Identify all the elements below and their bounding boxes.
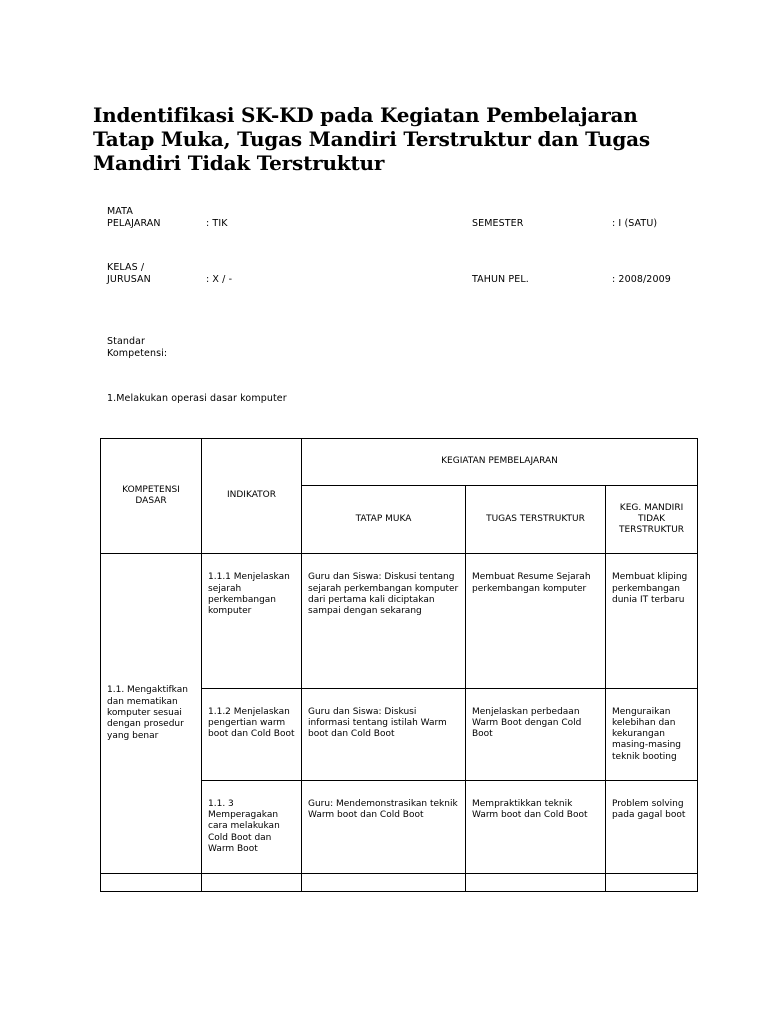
tatap-muka-cell: Guru dan Siswa: Diskusi informasi tentang istilah Warm boot dan Cold Boot	[302, 688, 466, 780]
mata-pelajaran-value: : TIK	[206, 218, 228, 229]
tahun-pelajaran-label: TAHUN PEL.	[472, 274, 529, 285]
header-kompetensi-dasar: KOMPETENSI DASAR	[101, 439, 202, 554]
kompetensi-dasar-cell: 1.1. Mengaktifkan dan mematikan komputer sesuai dengan prosedur yang benar	[101, 554, 202, 874]
kelas-jurusan-label: KELAS / JURUSAN	[107, 262, 151, 285]
tatap-muka-cell: Guru dan Siswa: Diskusi tentang sejarah perkembangan komputer dari pertama kali diciptakan sampai dengan sekarang	[302, 554, 466, 688]
empty-cell	[101, 873, 202, 891]
mandiri-cell: Menguraikan kelebihan dan kekurangan masing-masing teknik booting	[606, 688, 698, 780]
header-keg-mandiri-tidak-terstruktur: KEG. MANDIRI TIDAK TERSTRUKTUR	[606, 486, 698, 554]
mandiri-cell: Problem solving pada gagal boot	[606, 780, 698, 873]
kelas-jurusan-value: : X / -	[206, 274, 233, 285]
indikator-cell: 1.1.1 Menjelaskan sejarah perkembangan komputer	[202, 554, 302, 688]
tugas-terstruktur-cell: Membuat Resume Sejarah perkembangan komputer	[466, 554, 606, 688]
tahun-pelajaran-value: : 2008/2009	[612, 274, 671, 285]
indikator-cell: 1.1. 3 Memperagakan cara melakukan Cold Boot dan Warm Boot	[202, 780, 302, 873]
table-header-row	[101, 439, 698, 486]
empty-cell	[466, 873, 606, 891]
document-title: Indentifikasi SK-KD pada Kegiatan Pembelajaran Tatap Muka, Tugas Mandiri Terstruktur dan Tugas Mandiri Tidak Terstruktur	[93, 103, 650, 175]
tatap-muka-cell: Guru: Mendemonstrasikan teknik Warm boot dan Cold Boot	[302, 780, 466, 873]
empty-cell	[202, 873, 302, 891]
header-indikator: INDIKATOR	[202, 439, 302, 554]
empty-cell	[302, 873, 466, 891]
tugas-terstruktur-cell: Mempraktikkan teknik Warm boot dan Cold Boot	[466, 780, 606, 873]
semester-value: : I (SATU)	[612, 218, 658, 229]
header-kegiatan-pembelajaran: KEGIATAN PEMBELAJARAN	[302, 439, 698, 486]
table-row-empty	[101, 873, 698, 891]
mata-pelajaran-label: MATA PELAJARAN	[107, 206, 161, 229]
header-tugas-terstruktur: TUGAS TERSTRUKTUR	[466, 486, 606, 554]
indikator-cell: 1.1.2 Menjelaskan pengertian warm boot dan Cold Boot	[202, 688, 302, 780]
table-row	[101, 554, 698, 688]
standar-kompetensi-value: 1.Melakukan operasi dasar komputer	[107, 393, 287, 404]
header-tatap-muka: TATAP MUKA	[302, 486, 466, 554]
sk-kd-table	[100, 438, 698, 892]
mandiri-cell: Membuat kliping perkembangan dunia IT terbaru	[606, 554, 698, 688]
standar-kompetensi-label: Standar Kompetensi:	[107, 336, 168, 359]
empty-cell	[606, 873, 698, 891]
tugas-terstruktur-cell: Menjelaskan perbedaan Warm Boot dengan Cold Boot	[466, 688, 606, 780]
semester-label: SEMESTER	[472, 218, 524, 229]
